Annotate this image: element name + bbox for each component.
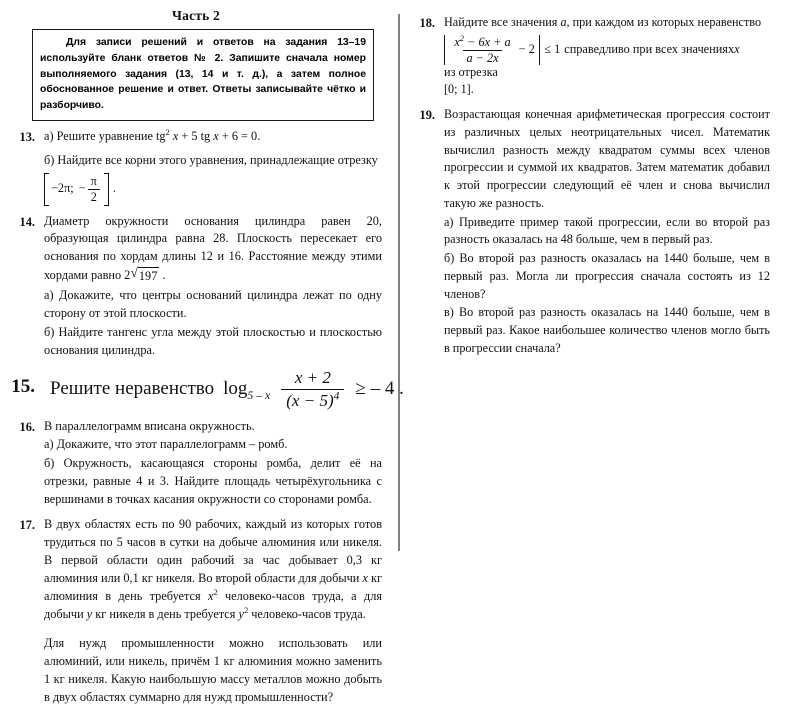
tg-exponent: 2	[165, 127, 170, 137]
task-16-number: 16.	[19, 419, 35, 434]
task-17-p1-d: кг никеля в день требуется	[92, 607, 239, 622]
task-18-statement	[444, 14, 770, 32]
radical-sign: √	[130, 265, 138, 281]
task-16-body	[44, 418, 382, 510]
variable-y-squared: y	[238, 607, 244, 622]
task-16-part-b: б) Окружность, касающаяся стороны ромба, делит её на отрезки, равные 4 и 3. Найдите площадь четырёхугольника с вершинами в точках касания окружности со сторонами ромба.	[44, 456, 382, 507]
minus-two: − 2	[518, 42, 535, 57]
task-19-intro: Возрастающая конечная арифметическая прогрессия состоит из различных целых неотрицательных чисел. Математик вычислил разность между квадратом суммы всех членов прогрессии и суммой их квадратов. Затем математик добавил к этой прогрессии следующий её член и снова вычислил такую же разность.	[444, 107, 770, 210]
task-13-body	[44, 128, 382, 205]
task-19-number: 19.	[419, 108, 435, 123]
task-18-inequality	[444, 35, 770, 82]
task-17-paragraph-2: Для нужд промышленности можно использовать или алюминий, или никель, причём 1 кг алюминия можно заменить 1 кг никеля. Какую наибольшую массу металлов можно добыть в двух областях суммарно для нужд промышленности?	[44, 635, 382, 704]
task-13-number: 13.	[19, 130, 35, 145]
task-18-body	[444, 14, 770, 99]
task-14-statement	[44, 213, 382, 287]
x-exponent: 2	[213, 587, 218, 597]
square-root	[130, 266, 159, 286]
task-18-number: 18.	[419, 16, 435, 30]
task-18	[408, 14, 770, 99]
task-13-part-a	[44, 128, 382, 146]
task-13	[10, 128, 382, 205]
task-15-headline	[44, 369, 404, 409]
instruction-box	[32, 29, 374, 121]
task-17-p1-a: В двух областях есть по 90 рабочих, каждый из которых готов трудиться по 5 часов в сутки на добыче алюминия или никеля. В первой области один рабочий за час добывает 0,3 кг алюминия или 0,1 кг никеля. Во второй области для добычи	[44, 517, 382, 586]
fraction-denominator	[281, 389, 344, 410]
task-19-part-b: б) Во второй раз разность оказалась на 1440 больше, чем в первый раз. Могла ли прогрессия сначала состоять из 12 членов?	[444, 251, 770, 301]
abs-fraction-denominator: a − 2x	[463, 50, 501, 65]
task-15-fraction	[281, 369, 344, 409]
denominator-exponent: 4	[333, 389, 340, 403]
task-16	[10, 418, 382, 510]
variable-x-18: x	[734, 42, 740, 57]
denominator-base: (x − 5)	[286, 390, 334, 410]
task-14	[10, 213, 382, 361]
variable-x-alum: x	[362, 571, 368, 586]
task-14-part-b: б) Найдите тангенс угла между этой плоскостью и плоскостью основания цилиндра.	[44, 325, 382, 358]
task-16-part-a: а) Докажите, что этот параллелограмм – ромб.	[44, 437, 288, 452]
pi-over-two-fraction	[88, 175, 100, 204]
inequality-relation: ≤ 1	[544, 42, 561, 57]
task-15-body	[44, 369, 404, 409]
radicand: 197	[138, 267, 159, 286]
right-column	[390, 6, 770, 562]
variable-a: a	[560, 15, 567, 29]
task-19	[408, 106, 770, 358]
page-title: Часть 2	[172, 8, 220, 23]
task-16-statement: В параллелограмм вписана окружность.	[44, 418, 255, 433]
task-14-body	[44, 213, 382, 361]
task-14-number: 14.	[19, 214, 35, 229]
two-denominator: 2	[88, 189, 100, 204]
fraction-numerator: x + 2	[294, 368, 331, 388]
task-15-number: 15.	[11, 376, 35, 398]
y-exponent: 2	[243, 605, 249, 615]
task-17-body	[44, 516, 382, 707]
task-18-line1-tail: , при каждом из которых неравенство	[566, 15, 762, 29]
task-14-statement-end: .	[159, 268, 166, 283]
instruction-text: Для записи решений и ответов на задания 13–19 используйте бланк ответов № 2. Запишите сначала номер выполняемого задания (13, 14 и т. д.), а затем полное обоснованное решение и ответ. Ответы записывайте чётко и разборчиво.	[40, 37, 366, 112]
interval-inner	[49, 173, 104, 206]
num-exponent: 2	[459, 33, 465, 43]
num-x: x	[454, 34, 460, 49]
abs-bar-right	[539, 35, 540, 66]
variable-y-nickel: y	[86, 607, 93, 622]
task-17-number: 17.	[19, 518, 35, 533]
log-symbol: log	[223, 378, 248, 400]
task-19-part-a: а) Приведите пример такой прогрессии, если во второй раз разность оказалась на 48 больше, чем в первый раз.	[444, 214, 770, 247]
task-13-part-a-text: а) Решите уравнение tg	[44, 129, 166, 144]
task-13-a-end: + 6 = 0.	[218, 129, 261, 144]
task-15-prompt: Решите неравенство	[50, 378, 215, 400]
pi-numerator: π	[90, 173, 97, 188]
variable-x-2: x	[213, 129, 219, 144]
two-column-layout	[10, 6, 790, 704]
interval-minus: −	[78, 181, 86, 196]
task-14-statement-text: Диаметр окружности основания цилиндра равен 20, образующая цилиндра равна 28. Плоскость пересекает его основания по хордам длины 12 и 16. Расстояние между этими хордами равно 2	[44, 213, 382, 283]
task-17-paragraph-1	[44, 516, 382, 624]
task-15	[10, 368, 404, 410]
interval-period: .	[112, 181, 116, 196]
task-17-p1-b: кг алюминия в день требуется	[44, 571, 382, 604]
task-13-part-b: б) Найдите все корни этого уравнения, принадлежащие отрезку	[44, 153, 378, 168]
task-18-line2-a: справедливо при всех значениях	[564, 42, 735, 57]
abs-fraction-numerator	[451, 33, 513, 50]
bracket-right	[104, 173, 109, 206]
absolute-value	[444, 35, 540, 66]
task-17	[10, 516, 382, 707]
task-17-p1-e: человеко-часов труда.	[248, 607, 366, 622]
task-13-interval	[44, 173, 382, 206]
interval-bracket	[44, 173, 109, 206]
logarithm-expression	[223, 375, 270, 403]
task-18-line2-b: из отрезка	[444, 65, 498, 80]
variable-x-squared: x	[208, 589, 214, 604]
variable-x: x	[172, 129, 179, 144]
abs-inner	[445, 35, 538, 66]
interval-left-endpoint: −2π;	[51, 181, 74, 196]
task-13-a-tail: + 5 tg	[178, 129, 214, 144]
task-18-fraction	[451, 33, 513, 65]
num-rest: − 6x + a	[464, 34, 511, 49]
log-base: 5 – x	[247, 389, 271, 403]
left-column	[10, 6, 404, 704]
task-18-line1: Найдите все значения	[444, 15, 561, 29]
task-19-body	[444, 106, 770, 358]
task-18-interval: [0; 1].	[444, 82, 474, 97]
task-17-p1-c: человеко-часов труда, а для добычи	[44, 589, 382, 622]
task-15-relation: ≥ – 4 .	[355, 378, 404, 400]
task-14-part-a: а) Докажите, что центры оснований цилиндра лежат по одну сторону от этой плоскости.	[44, 288, 382, 321]
task-19-part-v: в) Во второй раз разность оказалась на 1440 больше, чем в первый раз. Какое наибольшее количество членов могло быть в прогрессии сначала?	[444, 305, 770, 355]
